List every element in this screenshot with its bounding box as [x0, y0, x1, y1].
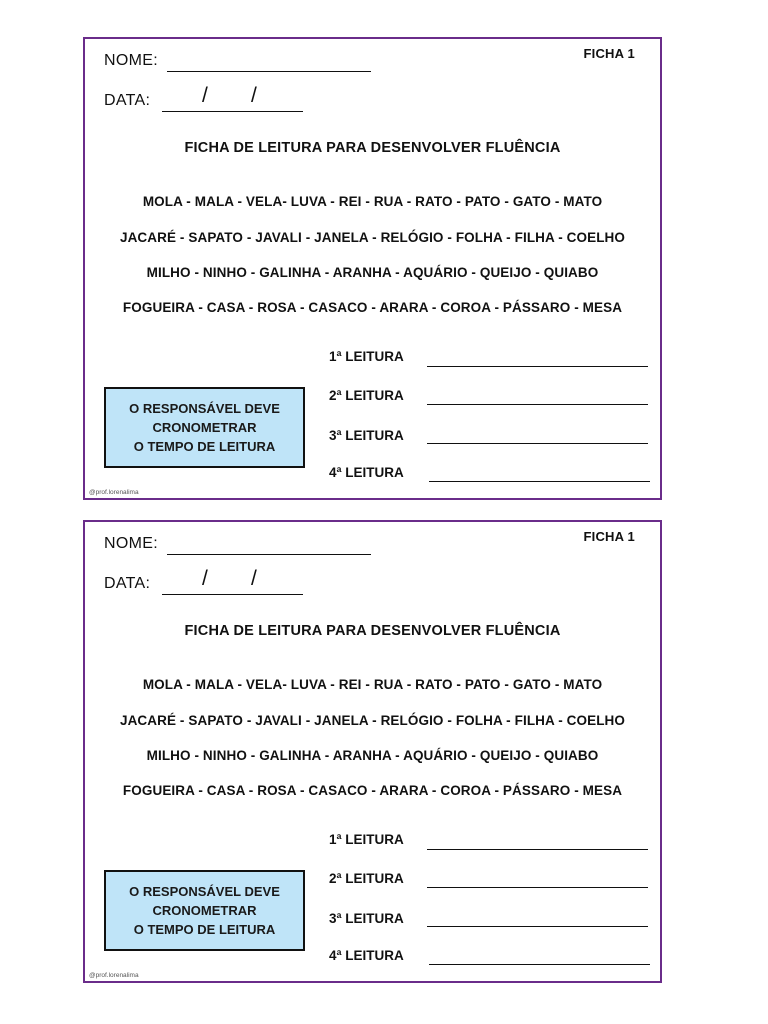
name-field-line[interactable] [167, 554, 371, 555]
reading-field-1[interactable] [427, 849, 648, 850]
date-separator: / [251, 84, 257, 107]
name-field-line[interactable] [167, 71, 371, 72]
ficha-label: FICHA 1 [583, 46, 635, 61]
word-line: MILHO - NINHO - GALINHA - ARANHA - AQUÁRIO - QUEIJO - QUIABO [146, 748, 599, 763]
word-line: MOLA - MALA - VELA- LUVA - REI - RUA - RATO - PATO - GATO - MATO [142, 677, 603, 692]
word-line: FOGUEIRA - CASA - ROSA - CASACO - ARARA - COROA - PÁSSARO - MESA [122, 783, 623, 798]
info-line: CRONOMETRAR [152, 903, 257, 918]
reading-field-1[interactable] [427, 366, 648, 367]
date-separator: / [202, 567, 208, 590]
author-credit: @prof.lorenalima [89, 489, 139, 496]
date-field-line[interactable] [162, 594, 303, 595]
reading-label-1: 1ª LEITURA [329, 349, 404, 364]
info-line: CRONOMETRAR [152, 420, 257, 435]
reading-label-3: 3ª LEITURA [329, 911, 404, 926]
word-line: MILHO - NINHO - GALINHA - ARANHA - AQUÁRIO - QUEIJO - QUIABO [146, 265, 599, 280]
word-line: MOLA - MALA - VELA- LUVA - REI - RUA - RATO - PATO - GATO - MATO [142, 194, 603, 209]
word-line: FOGUEIRA - CASA - ROSA - CASACO - ARARA - COROA - PÁSSARO - MESA [122, 300, 623, 315]
author-credit: @prof.lorenalima [89, 972, 139, 979]
reading-label-3: 3ª LEITURA [329, 428, 404, 443]
timer-instruction-box [104, 870, 305, 951]
word-line: JACARÉ - SAPATO - JAVALI - JANELA - RELÓGIO - FOLHA - FILHA - COELHO [119, 230, 626, 245]
reading-card-2 [83, 520, 662, 983]
date-separator: / [251, 567, 257, 590]
reading-card-1 [83, 37, 662, 500]
reading-field-3[interactable] [427, 443, 648, 444]
timer-instruction-box [104, 387, 305, 468]
reading-label-2: 2ª LEITURA [329, 871, 404, 886]
date-field-line[interactable] [162, 111, 303, 112]
date-label: DATA: [104, 92, 151, 109]
card-title: FICHA DE LEITURA PARA DESENVOLVER FLUÊNCIA [184, 140, 561, 156]
info-line: O RESPONSÁVEL DEVE [129, 884, 280, 899]
date-separator: / [202, 84, 208, 107]
card-title: FICHA DE LEITURA PARA DESENVOLVER FLUÊNCIA [184, 623, 561, 639]
info-line: O TEMPO DE LEITURA [133, 439, 276, 454]
ficha-label: FICHA 1 [583, 529, 635, 544]
reading-field-4[interactable] [429, 964, 650, 965]
reading-field-4[interactable] [429, 481, 650, 482]
date-label: DATA: [104, 575, 151, 592]
reading-field-3[interactable] [427, 926, 648, 927]
reading-field-2[interactable] [427, 404, 648, 405]
reading-field-2[interactable] [427, 887, 648, 888]
word-line: JACARÉ - SAPATO - JAVALI - JANELA - RELÓGIO - FOLHA - FILHA - COELHO [119, 713, 626, 728]
reading-label-2: 2ª LEITURA [329, 388, 404, 403]
name-label: NOME: [104, 535, 158, 552]
info-line: O RESPONSÁVEL DEVE [129, 401, 280, 416]
reading-label-4: 4ª LEITURA [329, 465, 404, 480]
name-label: NOME: [104, 52, 158, 69]
reading-label-1: 1ª LEITURA [329, 832, 404, 847]
reading-label-4: 4ª LEITURA [329, 948, 404, 963]
info-line: O TEMPO DE LEITURA [133, 922, 276, 937]
